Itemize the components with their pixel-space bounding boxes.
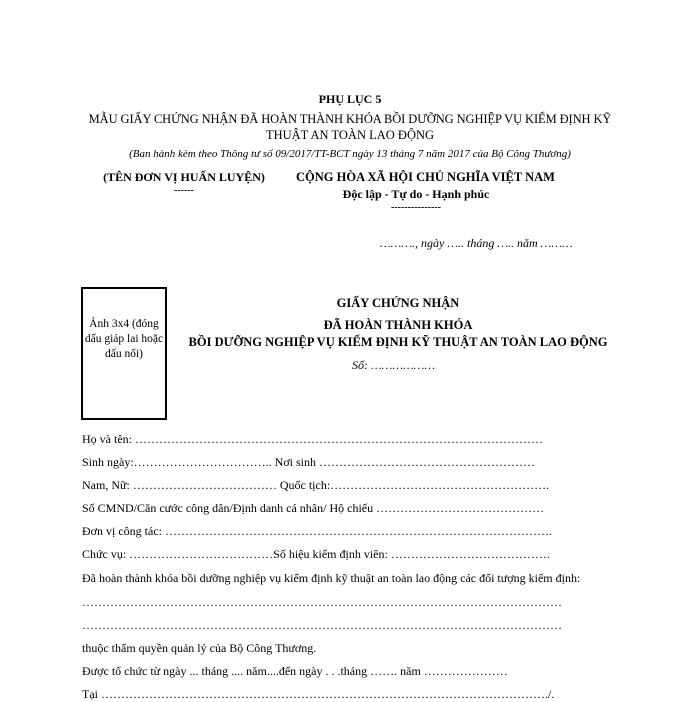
certificate-title: GIẤY CHỨNG NHẬN [336,296,460,310]
national-motto: Độc lập - Tự do - Hạnh phúc [342,187,490,201]
field-full-name: Họ và tên: ………………………………………………………………………………………… [82,432,543,446]
field-location: Tại …………………………………………………………………………………………………./. [82,687,555,701]
issued-note: (Ban hành kèm theo Thông tư số 09/2017/TT-BCT ngày 13 tháng 7 năm 2017 của Bộ Công Thương) [129,148,571,160]
appendix-title: PHỤ LỤC 5 [318,92,382,106]
field-workplace: Đơn vị công tác: ……………………………………………………………………………………. [82,524,552,538]
certificate-number: Số: ……………… [352,358,436,372]
field-authority: thuộc thẩm quyền quản lý của Bộ Công Thương. [82,641,317,655]
blank-line-1: ………………………………………………………………………………………………………… [82,595,562,609]
certificate-subtitle-1: ĐÃ HOÀN THÀNH KHÓA [323,318,473,332]
field-id-number: Số CMND/Căn cước công dân/Định danh cá nhân/ Hộ chiếu …………………………………… [82,501,545,515]
photo-placeholder [81,287,167,420]
photo-caption: Ảnh 3x4 (đóng dấu giáp lai hoặc dấu nổi) [84,318,164,360]
certificate-subtitle-2: BỒI DƯỠNG NGHIỆP VỤ KIỂM ĐỊNH KỸ THUẬT AN TOÀN LAO ĐỘNG [188,335,608,349]
field-position: Chức vụ: ………………………………Số hiệu kiểm định viên: …………………………………. [82,547,550,561]
date-line: ………., ngày ….. tháng ….. năm ……… [380,236,573,250]
field-course-dates: Được tổ chức từ ngày ... tháng .... năm....đến ngày . . .tháng ……. năm ………………… [82,664,508,678]
nation-name: CỘNG HÒA XÃ HỘI CHỦ NGHĨA VIỆT NAM [296,170,555,184]
motto-divider: --------------- [391,202,441,213]
form-title-line-1: MẪU GIẤY CHỨNG NHẬN ĐÃ HOÀN THÀNH KHÓA BỒI DƯỠNG NGHIỆP VỤ KIỂM ĐỊNH KỸ [88,112,612,126]
field-date-of-birth: Sinh ngày:…………………………….. Nơi sinh ……………………………………………… [82,455,536,469]
field-gender-nationality: Nam, Nữ: ……………………………… Quốc tịch:………………………………………………. [82,478,550,492]
field-completed-course: Đã hoàn thành khóa bồi dưỡng nghiệp vụ kiểm định kỹ thuật an toàn lao động các đối tượng kiểm định: [82,571,581,585]
org-divider: ------ [174,185,194,196]
form-title-line-2: THUẬT AN TOÀN LAO ĐỘNG [265,128,435,142]
training-org-name: (TÊN ĐƠN VỊ HUẤN LUYỆN) [103,170,265,184]
blank-line-2: ………………………………………………………………………………………………………… [82,618,562,632]
